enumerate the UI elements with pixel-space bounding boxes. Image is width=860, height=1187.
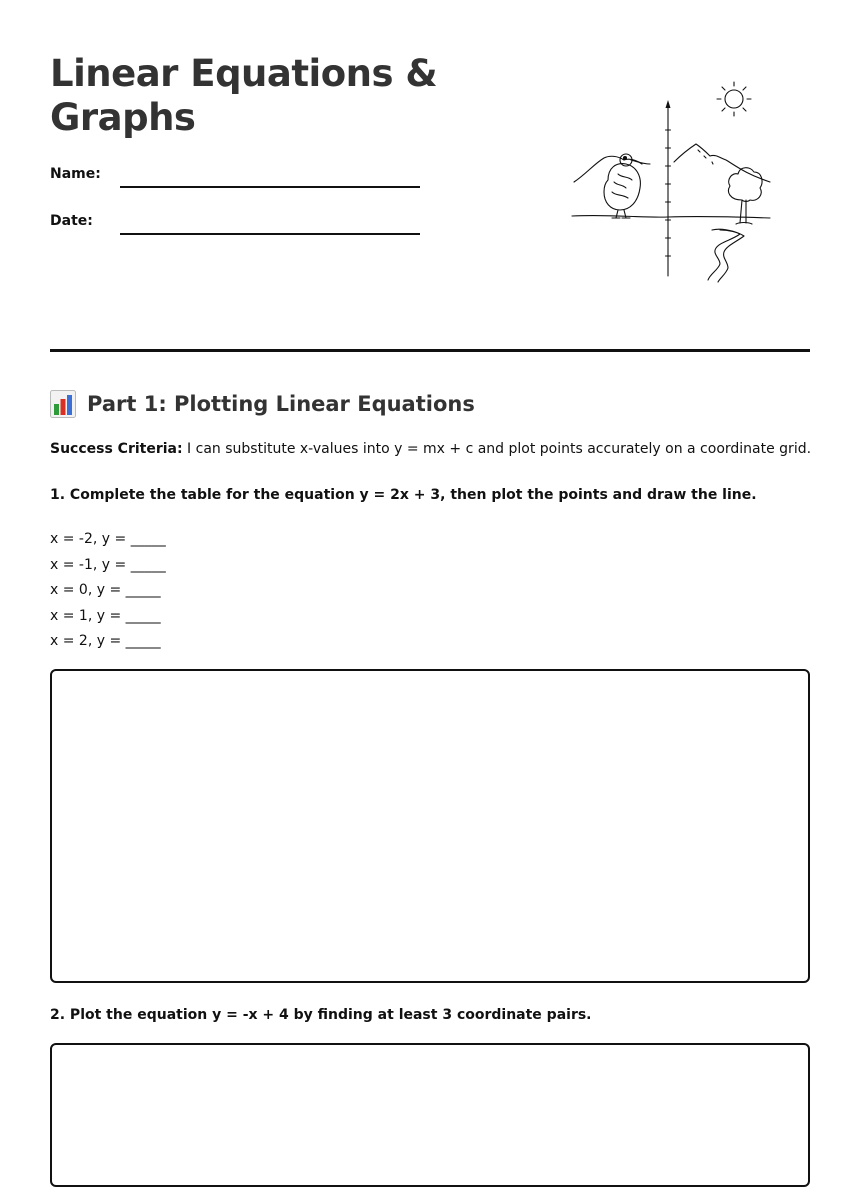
axis-icon [666,100,671,276]
success-criteria-label: Success Criteria: [50,441,183,457]
part1-title: Part 1: Plotting Linear Equations [87,392,475,416]
landscape-illustration [570,78,780,288]
river-icon [708,229,744,282]
title-line-1: Linear Equations & [50,52,438,95]
name-field[interactable] [50,166,420,190]
date-label: Date: [50,213,93,229]
graph-area-1[interactable] [50,669,810,983]
xy-row[interactable]: x = 0, y = _____ [50,582,161,598]
name-line[interactable] [120,186,420,188]
date-line[interactable] [120,233,420,235]
question-1-text: 1. Complete the table for the equation y = 2x + 3, then plot the points and draw the line. [50,487,757,503]
success-criteria [50,441,811,457]
xy-row[interactable]: x = 1, y = _____ [50,607,161,624]
bar-chart-icon [50,390,76,418]
worksheet-page [50,0,812,1023]
graph-area-2[interactable] [50,1043,810,1187]
mountain-icon [574,144,770,182]
part1-heading [50,388,475,420]
xy-row[interactable]: x = -2, y = _____ [50,531,166,547]
xy-row[interactable]: x = 2, y = _____ [50,633,161,649]
kiwi-bird-icon [604,154,650,218]
title-line-2: Graphs [50,96,196,139]
tree-icon [729,168,763,224]
xy-table [50,529,166,657]
date-field[interactable] [50,213,420,237]
header-divider [50,349,810,352]
question-2-text: 2. Plot the equation y = -x + 4 by finding at least 3 coordinate pairs. [50,1007,592,1023]
page-title [50,52,470,140]
success-criteria-text: I can substitute x-values into y = mx + c and plot points accurately on a coordinate grid. [182,441,812,457]
worksheet-header [50,0,810,352]
xy-row[interactable]: x = -1, y = _____ [50,556,166,573]
name-label: Name: [50,166,101,182]
sun-icon [717,82,751,116]
